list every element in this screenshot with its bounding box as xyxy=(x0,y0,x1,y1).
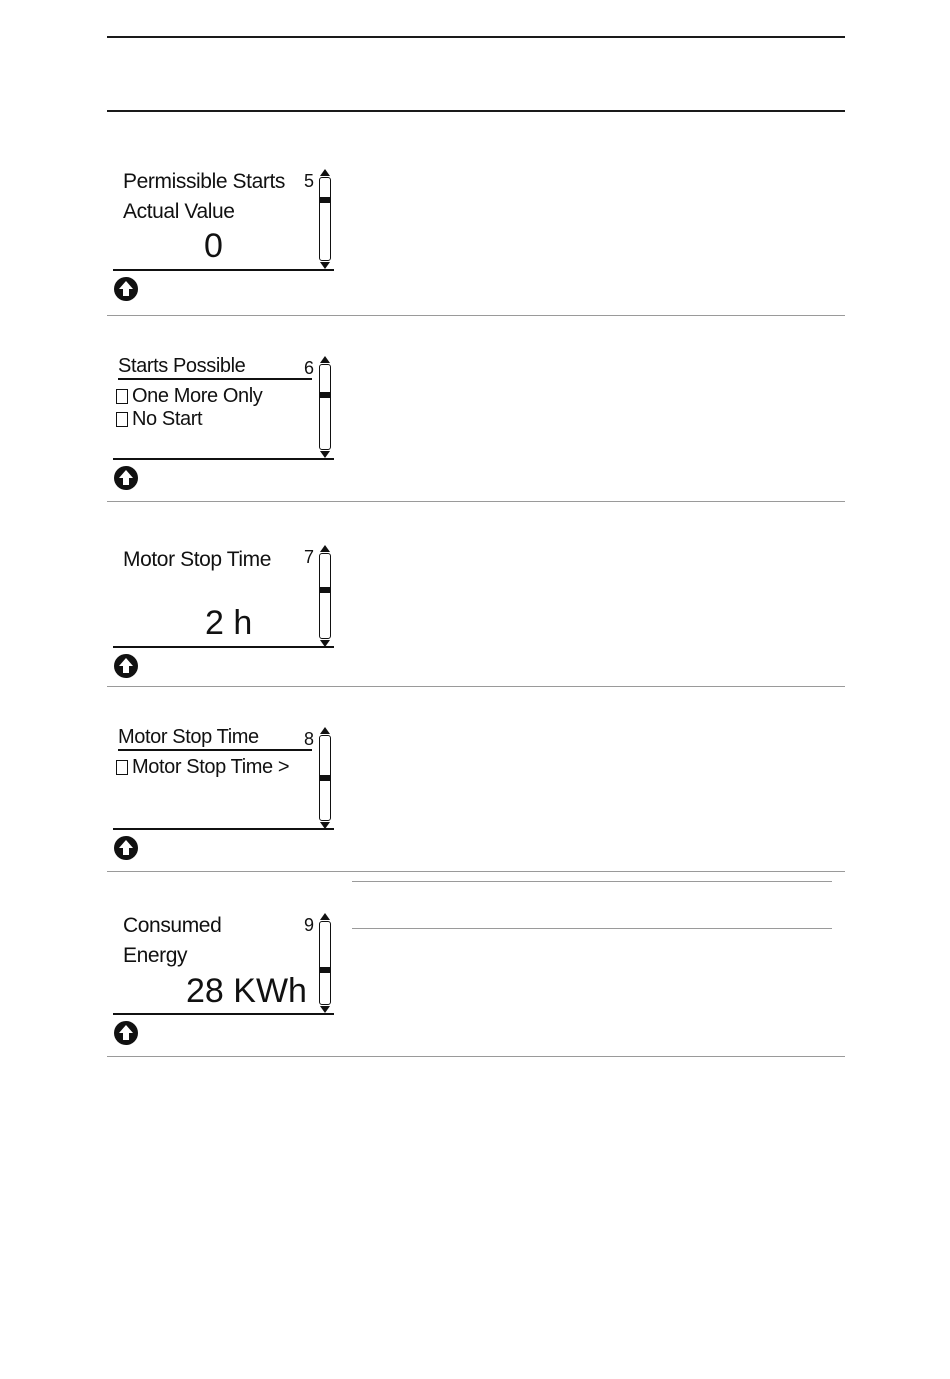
scroll-track[interactable] xyxy=(319,177,331,261)
screen-value: 2 h xyxy=(205,604,253,642)
screen-divider xyxy=(113,269,334,271)
screen-number: 5 xyxy=(304,171,315,191)
scrollbar[interactable] xyxy=(319,169,331,269)
option-label: Motor Stop Time > xyxy=(132,756,290,778)
up-arrow-circle-icon[interactable] xyxy=(113,1020,139,1046)
scrollbar[interactable] xyxy=(319,356,331,458)
screen-title xyxy=(118,355,315,380)
scroll-track[interactable] xyxy=(319,921,331,1005)
screen-title: Motor Stop Time xyxy=(123,548,272,571)
scrollbar[interactable] xyxy=(319,727,331,829)
screen-number: 7 xyxy=(304,547,315,567)
up-arrow-circle-icon[interactable] xyxy=(113,276,139,302)
screen-title-line1: Consumed xyxy=(123,914,222,937)
scroll-track[interactable] xyxy=(319,364,331,450)
screen-title-text: Starts Possible xyxy=(118,355,246,377)
header-bottom-rule xyxy=(107,110,845,112)
screen-divider xyxy=(113,646,334,648)
scroll-thumb[interactable] xyxy=(319,775,331,781)
scroll-up-arrow-icon[interactable] xyxy=(320,169,330,176)
screen-number: 8 xyxy=(304,729,315,749)
scroll-up-arrow-icon[interactable] xyxy=(320,727,330,734)
checkbox[interactable] xyxy=(116,760,128,775)
scroll-up-arrow-icon[interactable] xyxy=(320,545,330,552)
screen-divider xyxy=(113,828,334,830)
lcd-screen-permissible-starts xyxy=(110,165,336,305)
up-arrow-circle-icon[interactable] xyxy=(113,835,139,861)
row-separator xyxy=(107,1056,845,1057)
scroll-track[interactable] xyxy=(319,553,331,639)
scroll-up-arrow-icon[interactable] xyxy=(320,356,330,363)
screen-title-line2: Actual Value xyxy=(123,200,235,223)
screen-title-line2: Energy xyxy=(123,944,188,967)
description-rule xyxy=(352,881,832,882)
scroll-down-arrow-icon[interactable] xyxy=(320,262,330,269)
screen-title-text: Motor Stop Time xyxy=(118,726,259,748)
up-arrow-circle-icon[interactable] xyxy=(113,653,139,679)
row-separator xyxy=(107,501,845,502)
screen-value: 0 xyxy=(204,227,223,265)
checkbox[interactable] xyxy=(116,389,128,404)
screen-number: 9 xyxy=(304,915,315,935)
lcd-screen-starts-possible xyxy=(110,352,336,492)
scroll-thumb[interactable] xyxy=(319,967,331,973)
screen-number: 6 xyxy=(304,358,315,378)
row-separator xyxy=(107,686,845,687)
option-label: No Start xyxy=(132,408,203,430)
scroll-down-arrow-icon[interactable] xyxy=(320,451,330,458)
option-row[interactable] xyxy=(116,756,289,779)
screen-value: 28 KWh xyxy=(186,972,307,1010)
up-arrow-circle-icon[interactable] xyxy=(113,465,139,491)
screen-title xyxy=(118,726,315,751)
option-row[interactable] xyxy=(116,385,262,408)
scroll-thumb[interactable] xyxy=(319,392,331,398)
screen-divider xyxy=(113,1013,334,1015)
scrollbar[interactable] xyxy=(319,545,331,647)
option-label: One More Only xyxy=(132,385,263,407)
lcd-screen-motor-stop-time xyxy=(110,541,336,681)
option-row[interactable] xyxy=(116,408,202,431)
screen-divider xyxy=(113,458,334,460)
lcd-screen-motor-stop-time-alarm xyxy=(110,723,336,863)
row-separator xyxy=(107,871,845,872)
checkbox[interactable] xyxy=(116,412,128,427)
scrollbar[interactable] xyxy=(319,913,331,1013)
row-separator xyxy=(107,315,845,316)
screen-title-line1: Permissible Starts xyxy=(123,170,286,193)
description-rule xyxy=(352,928,832,929)
scroll-down-arrow-icon[interactable] xyxy=(320,1006,330,1013)
scroll-thumb[interactable] xyxy=(319,587,331,593)
scroll-up-arrow-icon[interactable] xyxy=(320,913,330,920)
lcd-screen-consumed-energy xyxy=(110,909,336,1049)
header-top-rule xyxy=(107,36,845,38)
scroll-thumb[interactable] xyxy=(319,197,331,203)
